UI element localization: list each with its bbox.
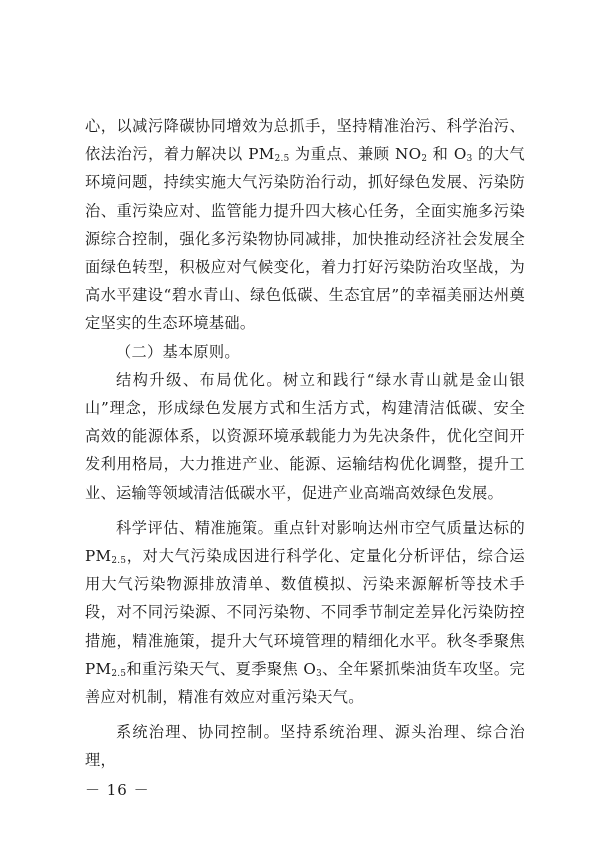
text-run: 的大气环境问题，持续实施大气污染防治行动，抓好绿色发展、污染防治、重污染应对、监管能力提升四大核心任务，全面实施多污染源综合控制，强化多污染物协同减排，加快推动经济社会发展全面绿色转型，积极应对气候变化，着力打好污染防治攻坚战，为高水平建设“碧水青山、绿色低碳、生态宜居”的幸福美丽达州奠定坚实的生态环境基础。 [85,145,525,333]
text-run: 为重点、兼顾 NO [289,145,422,164]
subscript: 2.5 [111,669,127,680]
text-run: 和重污染天气、夏季聚焦 O [126,659,317,678]
subscript: 3 [466,154,473,165]
text-run: 和 O [427,145,467,164]
page-number: － 16 － [85,781,150,799]
subscript: 3 [316,669,323,680]
text-run: ，对大气污染成因进行科学化、定量化分析评估，综合运用大气污染物源排放清单、数值模拟、污染来源解析等技术手段，对不同污染源、不同污染物、不同季节制定差异化污染防控措施，精准施策，提升大气环境管理的精细化水平。秋冬季聚焦 PM [85,547,525,678]
paragraph-p2 [85,366,525,507]
text-run: 心，以减污降碳协同增效为总抓手，坚持精准治污、科学治污、依法治污，着力解决以 PM [85,117,525,164]
body-text [85,112,525,775]
text-run: 结构升级、布局优化。树立和践行“绿水青山就是金山银山”理念，形成绿色发展方式和生活方式，构建清洁低碳、安全高效的能源体系，以资源环境承载能力为先决条件，优化空间开发利用格局，大力推进产业、能源、运输结构优化调整，提升工业、运输等领域清洁低碳水平，促进产业高端高效绿色发展。 [85,370,525,502]
subscript: 2.5 [274,154,290,165]
text-run: 、全年紧抓柴油货车攻坚。完善应对机制，精准有效应对重污染天气。 [85,659,525,707]
paragraph-p3 [85,514,525,711]
paragraph-p1 [85,112,525,338]
section-heading-basic-principles [85,338,525,366]
paragraph-p4 [85,718,525,774]
text-run: （二）基本原则。 [116,342,240,361]
subscript: 2.5 [111,556,127,567]
subscript: 2 [421,154,428,165]
text-run: 科学评估、精准施策。重点针对影响达州市空气质量达标的PM [85,518,525,566]
text-run: 系统治理、协同控制。坚持系统治理、源头治理、综合治理， [85,723,525,770]
